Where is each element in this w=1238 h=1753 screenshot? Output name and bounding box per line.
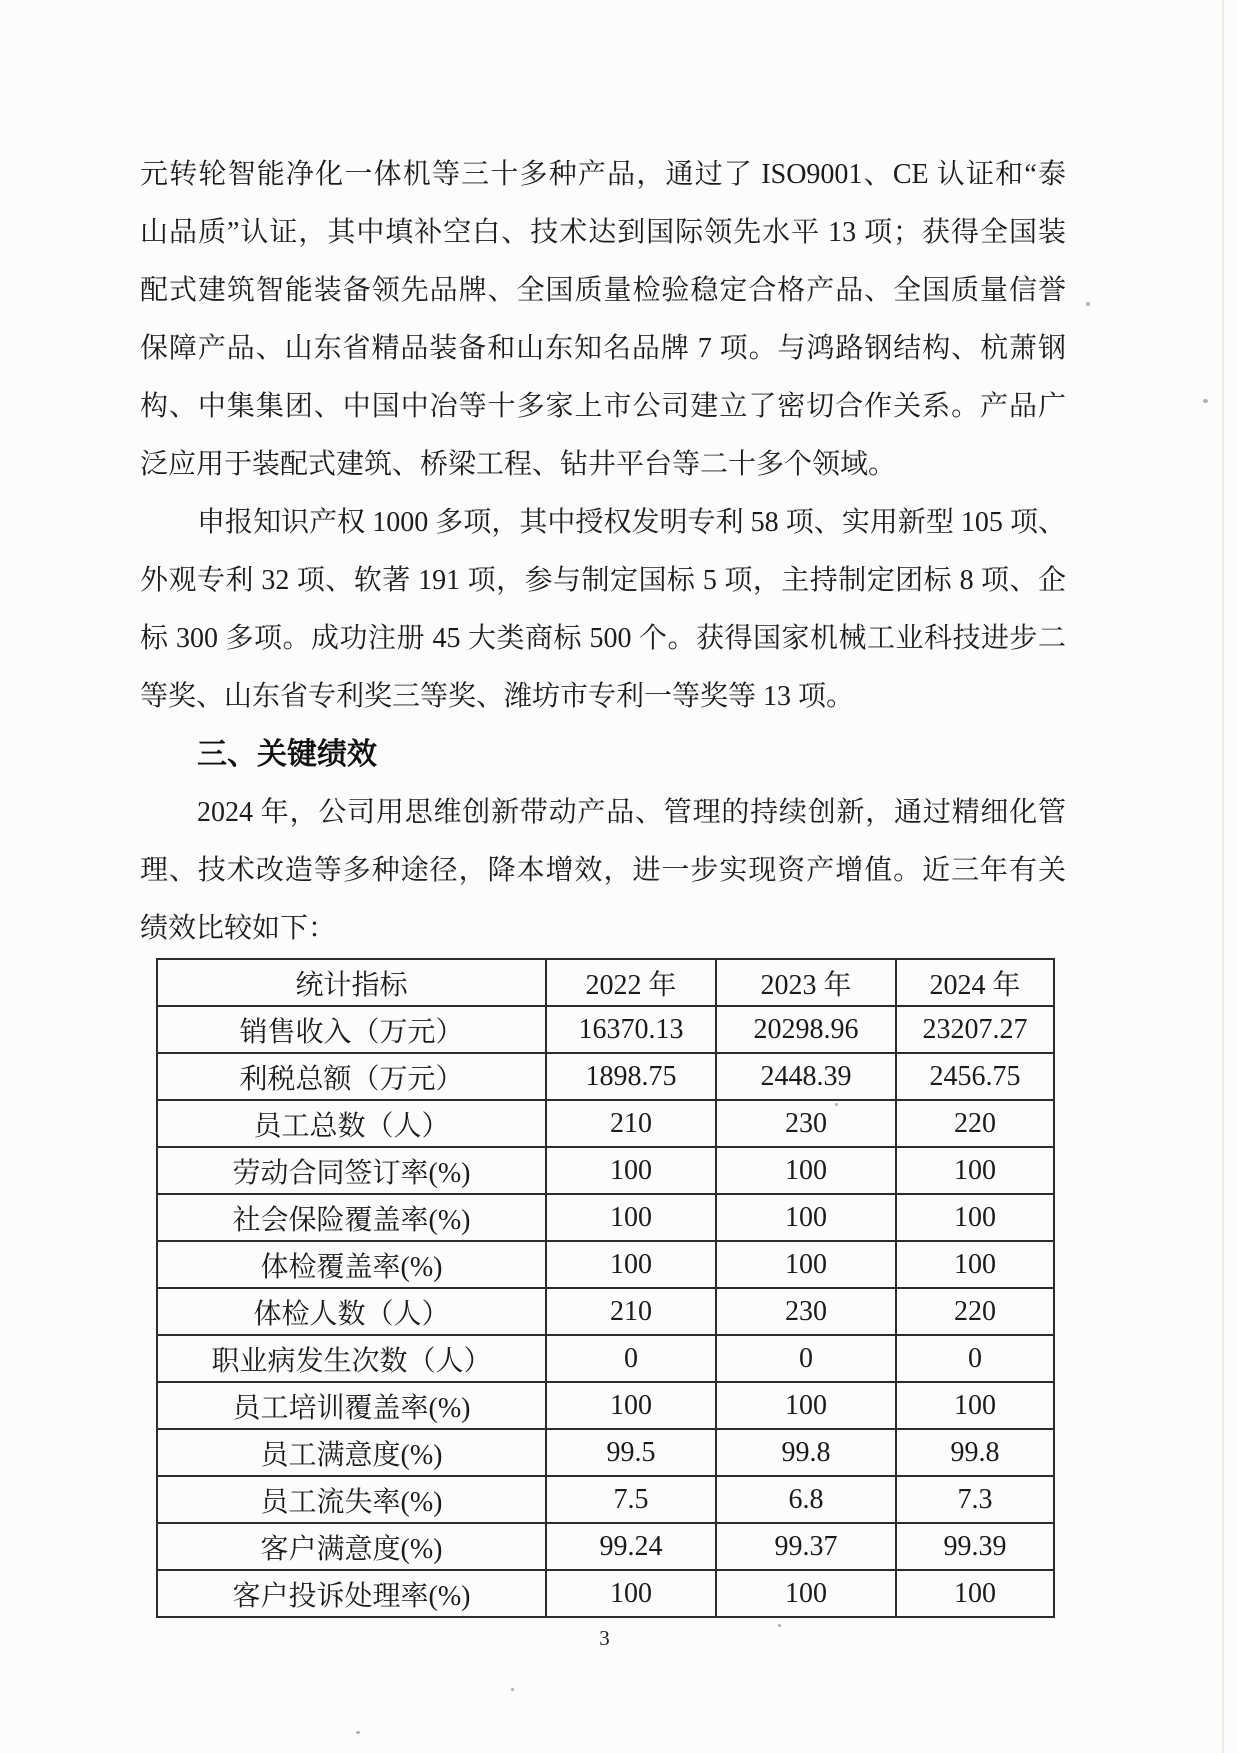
column-header-metric: 统计指标 bbox=[157, 959, 546, 1006]
metric-value: 2456.75 bbox=[896, 1053, 1054, 1100]
metric-value: 100 bbox=[716, 1382, 896, 1429]
body-line: 标 300 多项。成功注册 45 大类商标 500 个。获得国家机械工业科技进步二 bbox=[140, 623, 1066, 654]
table-row bbox=[157, 1335, 1054, 1382]
metric-value: 0 bbox=[896, 1335, 1054, 1382]
body-line: 外观专利 32 项、软著 191 项，参与制定国标 5 项，主持制定团标 8 项、企 bbox=[140, 565, 1066, 596]
metric-label: 社会保险覆盖率(%) bbox=[157, 1194, 546, 1241]
scan-speck bbox=[1086, 302, 1090, 306]
table-row bbox=[157, 1429, 1054, 1476]
column-header-2023: 2023 年 bbox=[716, 959, 896, 1006]
scan-speck bbox=[511, 1688, 514, 1691]
table-row bbox=[157, 1382, 1054, 1429]
metric-value: 99.24 bbox=[546, 1523, 716, 1570]
metric-value: 100 bbox=[716, 1194, 896, 1241]
table-row bbox=[157, 1006, 1054, 1053]
column-header-2022: 2022 年 bbox=[546, 959, 716, 1006]
metric-label: 职业病发生次数（人） bbox=[157, 1335, 546, 1382]
metric-value: 100 bbox=[546, 1241, 716, 1288]
metric-value: 100 bbox=[896, 1241, 1054, 1288]
metric-label: 客户满意度(%) bbox=[157, 1523, 546, 1570]
body-line: 山品质”认证，其中填补空白、技术达到国际领先水平 13 项；获得全国装 bbox=[140, 217, 1066, 248]
table-row bbox=[157, 1100, 1054, 1147]
body-line: 理、技术改造等多种途径，降本增效，进一步实现资产增值。近三年有关 bbox=[140, 855, 1066, 886]
metric-value: 2448.39 bbox=[716, 1053, 896, 1100]
metric-value: 16370.13 bbox=[546, 1006, 716, 1053]
metric-value: 100 bbox=[896, 1382, 1054, 1429]
metric-label: 体检覆盖率(%) bbox=[157, 1241, 546, 1288]
metric-label: 销售收入（万元） bbox=[157, 1006, 546, 1053]
metric-value: 23207.27 bbox=[896, 1006, 1054, 1053]
body-text bbox=[140, 146, 1066, 958]
scan-speck bbox=[1203, 399, 1208, 403]
metric-value: 100 bbox=[896, 1194, 1054, 1241]
metric-value: 100 bbox=[546, 1194, 716, 1241]
metric-value: 7.3 bbox=[896, 1476, 1054, 1523]
metric-label: 客户投诉处理率(%) bbox=[157, 1570, 546, 1617]
section-heading: 三、关键绩效 bbox=[197, 738, 377, 771]
metric-value: 210 bbox=[546, 1288, 716, 1335]
metric-value: 100 bbox=[546, 1570, 716, 1617]
table-row bbox=[157, 1147, 1054, 1194]
table-row bbox=[157, 1570, 1054, 1617]
metric-value: 99.39 bbox=[896, 1523, 1054, 1570]
metric-label: 劳动合同签订率(%) bbox=[157, 1147, 546, 1194]
table-row bbox=[157, 1288, 1054, 1335]
metric-value: 100 bbox=[716, 1147, 896, 1194]
scan-speck bbox=[835, 1103, 838, 1106]
page-number: 3 bbox=[599, 1626, 610, 1650]
metric-value: 0 bbox=[716, 1335, 896, 1382]
metric-value: 100 bbox=[896, 1570, 1054, 1617]
scan-edge-line bbox=[1222, 0, 1224, 1753]
metric-value: 100 bbox=[716, 1570, 896, 1617]
body-line: 元转轮智能净化一体机等三十多种产品，通过了 ISO9001、CE 认证和“泰 bbox=[140, 159, 1066, 190]
metric-value: 20298.96 bbox=[716, 1006, 896, 1053]
metric-value: 1898.75 bbox=[546, 1053, 716, 1100]
metric-label: 利税总额（万元） bbox=[157, 1053, 546, 1100]
metrics-table bbox=[156, 958, 1055, 1618]
metric-value: 99.8 bbox=[716, 1429, 896, 1476]
metric-label: 员工总数（人） bbox=[157, 1100, 546, 1147]
body-line: 构、中集集团、中国中冶等十多家上市公司建立了密切合作关系。产品广 bbox=[140, 391, 1066, 422]
metric-value: 7.5 bbox=[546, 1476, 716, 1523]
metric-value: 99.8 bbox=[896, 1429, 1054, 1476]
metric-label: 员工培训覆盖率(%) bbox=[157, 1382, 546, 1429]
metric-label: 员工流失率(%) bbox=[157, 1476, 546, 1523]
metric-value: 100 bbox=[546, 1147, 716, 1194]
table-row bbox=[157, 1241, 1054, 1288]
metric-value: 220 bbox=[896, 1100, 1054, 1147]
metric-value: 0 bbox=[546, 1335, 716, 1382]
metric-value: 99.5 bbox=[546, 1429, 716, 1476]
metric-label: 员工满意度(%) bbox=[157, 1429, 546, 1476]
metric-value: 99.37 bbox=[716, 1523, 896, 1570]
body-line: 申报知识产权 1000 多项，其中授权发明专利 58 项、实用新型 105 项、 bbox=[197, 507, 1066, 538]
table-row bbox=[157, 1476, 1054, 1523]
table-row bbox=[157, 1194, 1054, 1241]
table-row bbox=[157, 1523, 1054, 1570]
scan-speck bbox=[356, 1731, 360, 1734]
table-header-row bbox=[157, 959, 1054, 1006]
metric-value: 100 bbox=[546, 1382, 716, 1429]
metric-label: 体检人数（人） bbox=[157, 1288, 546, 1335]
column-header-2024: 2024 年 bbox=[896, 959, 1054, 1006]
body-line: 等奖、山东省专利奖三等奖、潍坊市专利一等奖等 13 项。 bbox=[140, 681, 855, 712]
metric-value: 220 bbox=[896, 1288, 1054, 1335]
scan-speck bbox=[778, 1624, 781, 1627]
body-line: 保障产品、山东省精品装备和山东知名品牌 7 项。与鸿路钢结构、杭萧钢 bbox=[140, 333, 1066, 364]
metric-value: 230 bbox=[716, 1100, 896, 1147]
body-line: 配式建筑智能装备领先品牌、全国质量检验稳定合格产品、全国质量信誉 bbox=[140, 275, 1066, 306]
metric-value: 6.8 bbox=[716, 1476, 896, 1523]
body-line: 绩效比较如下： bbox=[140, 913, 337, 944]
metric-value: 100 bbox=[716, 1241, 896, 1288]
body-line: 2024 年，公司用思维创新带动产品、管理的持续创新，通过精细化管 bbox=[197, 797, 1066, 828]
table-body bbox=[157, 1006, 1054, 1617]
body-line: 泛应用于装配式建筑、桥梁工程、钻井平台等二十多个领域。 bbox=[140, 449, 897, 480]
metric-value: 210 bbox=[546, 1100, 716, 1147]
table-row bbox=[157, 1053, 1054, 1100]
metric-value: 100 bbox=[896, 1147, 1054, 1194]
metric-value: 230 bbox=[716, 1288, 896, 1335]
